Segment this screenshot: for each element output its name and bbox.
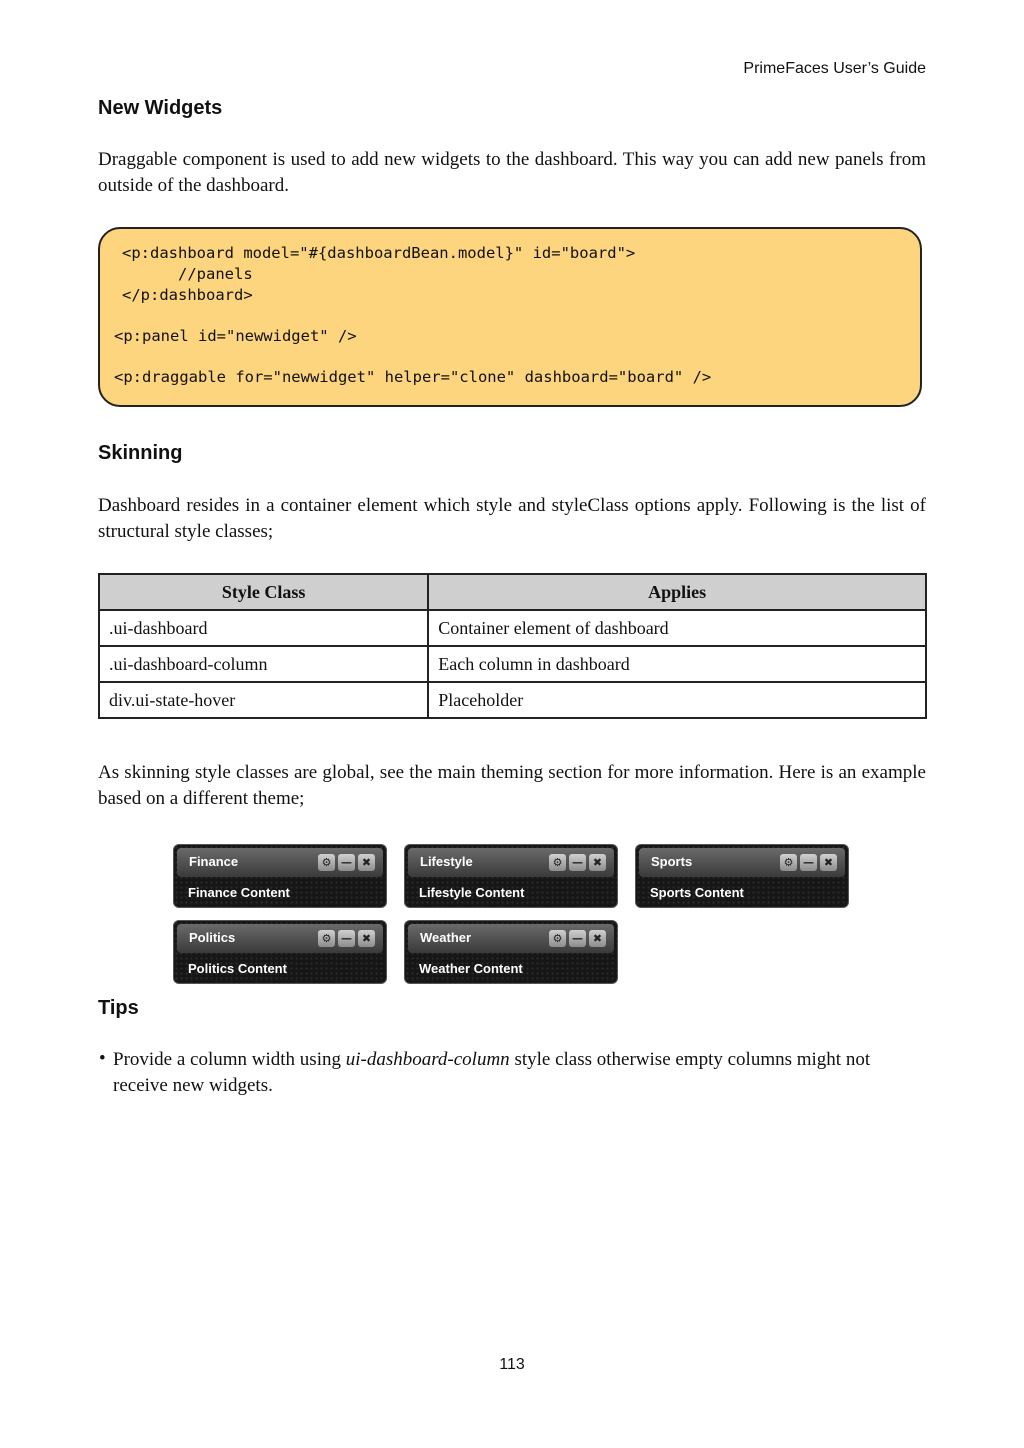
minimize-icon[interactable]: — — [569, 854, 586, 871]
minimize-icon[interactable]: — — [800, 854, 817, 871]
tips-text: Provide a column width using — [113, 1049, 346, 1070]
widget-content: Finance Content — [188, 885, 290, 900]
guide-title: PrimeFaces User’s Guide — [743, 60, 926, 77]
paragraph-skinning-theme: As skinning style classes are global, see the main theming section for more information. Here is an example based on a different theme; — [98, 762, 926, 809]
widget-title: Finance — [189, 854, 239, 869]
widget-lifestyle[interactable] — [404, 844, 618, 908]
close-icon[interactable]: ✖ — [358, 854, 375, 871]
table-row — [99, 610, 926, 646]
style-class-table — [98, 573, 927, 719]
code-line: <p:dashboard model="#{dashboardBean.model}" id="board"> — [122, 244, 636, 262]
tips-emphasis: ui-dashboard-column — [345, 1049, 510, 1070]
table-cell: div.ui-state-hover — [99, 682, 428, 718]
code-line: <p:panel id="newwidget" /> — [114, 327, 357, 345]
table-header-row — [99, 574, 926, 610]
close-icon[interactable]: ✖ — [589, 854, 606, 871]
close-icon[interactable]: ✖ — [358, 930, 375, 947]
widget-header[interactable] — [177, 848, 383, 877]
widget-politics[interactable] — [173, 920, 387, 984]
table-cell: .ui-dashboard — [99, 610, 428, 646]
code-line: <p:draggable for="newwidget" helper="clone" dashboard="board" /> — [114, 368, 712, 386]
minimize-icon[interactable]: — — [338, 854, 355, 871]
widget-header[interactable] — [408, 848, 614, 877]
widget-content: Weather Content — [419, 961, 523, 976]
minimize-icon[interactable]: — — [569, 930, 586, 947]
widget-header[interactable] — [408, 924, 614, 953]
widget-header[interactable] — [639, 848, 845, 877]
heading-new-widgets: New Widgets — [98, 97, 223, 119]
widget-title: Lifestyle — [420, 854, 473, 869]
paragraph-new-widgets: Draggable component is used to add new widgets to the dashboard. This way you can add new panels from outside of the dashboard. — [98, 149, 926, 196]
tips-bullet-item — [113, 1047, 913, 1099]
code-block — [98, 227, 922, 407]
widget-finance[interactable] — [173, 844, 387, 908]
widget-content: Politics Content — [188, 961, 287, 976]
settings-icon[interactable]: ⚙ — [549, 854, 566, 871]
bullet-icon: • — [99, 1048, 106, 1069]
widget-title: Politics — [189, 930, 236, 945]
paragraph-skinning: Dashboard resides in a container element which style and styleClass options apply. Following is the list of structural style classes; — [98, 495, 926, 542]
settings-icon[interactable]: ⚙ — [318, 854, 335, 871]
widget-sports[interactable] — [635, 844, 849, 908]
close-icon[interactable]: ✖ — [589, 930, 606, 947]
table-cell: Placeholder — [428, 682, 926, 718]
widget-weather[interactable] — [404, 920, 618, 984]
column-header-style-class: Style Class — [99, 574, 428, 610]
table-row — [99, 646, 926, 682]
table-cell: Each column in dashboard — [428, 646, 926, 682]
widget-header[interactable] — [177, 924, 383, 953]
code-line: //panels — [122, 265, 253, 283]
heading-skinning: Skinning — [98, 442, 183, 464]
table-cell: Container element of dashboard — [428, 610, 926, 646]
tips-text: style class otherwise empty columns might not receive new widgets. — [113, 1049, 871, 1096]
close-icon[interactable]: ✖ — [820, 854, 837, 871]
widget-content: Lifestyle Content — [419, 885, 525, 900]
settings-icon[interactable]: ⚙ — [318, 930, 335, 947]
minimize-icon[interactable]: — — [338, 930, 355, 947]
widget-title: Weather — [420, 930, 472, 945]
code-line: </p:dashboard> — [122, 286, 253, 304]
widget-title: Sports — [651, 854, 693, 869]
table-cell: .ui-dashboard-column — [99, 646, 428, 682]
settings-icon[interactable]: ⚙ — [549, 930, 566, 947]
table-row — [99, 682, 926, 718]
page-number: 113 — [499, 1356, 525, 1373]
heading-tips: Tips — [98, 997, 139, 1019]
column-header-applies: Applies — [428, 574, 926, 610]
widget-content: Sports Content — [650, 885, 744, 900]
settings-icon[interactable]: ⚙ — [780, 854, 797, 871]
